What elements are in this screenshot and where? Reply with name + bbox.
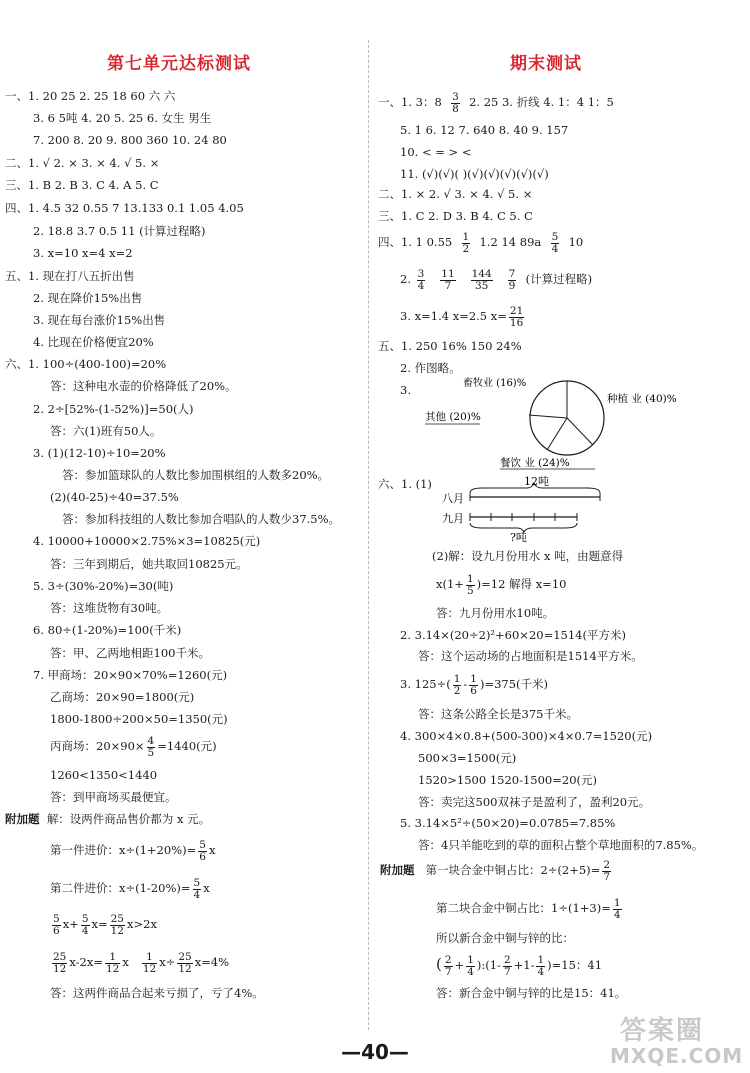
fraction-numerator: 1 [470, 672, 477, 685]
answer-line: 1520>1500 1520-1500=20(元) [418, 773, 597, 787]
answer-line: 答：三年到期后，她共取回10825元。 [50, 557, 248, 571]
left-title: 第七单元达标测试 [107, 54, 251, 74]
line-text: 第二块合金中铜占比：1÷(1+3)= [436, 901, 611, 915]
line-text: 一、1. 3：8 [378, 95, 442, 109]
fraction-numerator: 5 [199, 838, 206, 851]
fraction [466, 574, 475, 597]
fraction-numerator: 1 [613, 896, 621, 909]
answer-line: 一、1. 20 25 2. 25 18 60 六 六 [5, 89, 176, 103]
answer-line: (2)(40-25)÷40=37.5% [50, 490, 179, 504]
line-text: x>2x [127, 917, 157, 931]
fraction [193, 878, 202, 901]
fraction [536, 955, 545, 978]
fraction-denominator: 12 [142, 962, 157, 975]
answer-line: 4. 300×4×0.8+(500-300)×4×0.7=1520(元) [400, 729, 653, 743]
answer-line: 3. x=10 x=4 x=2 [33, 246, 133, 260]
pie-diagram [425, 370, 725, 475]
answer-line: 4. 10000+10000×2.75%×3=10825(元) [33, 534, 261, 548]
line-text: )=12 解得 x=10 [476, 577, 567, 591]
fraction-numerator: 1 [466, 572, 474, 585]
answer-line: 答：这两件商品合起来亏损了，亏了4%。 [50, 986, 264, 1000]
fraction [602, 860, 611, 883]
watermark [610, 1010, 745, 1070]
line-text: 2. 25 3. 折线 4. 1：4 1：5 [469, 95, 614, 109]
line-text: 第一块合金中铜占比：2÷(2+5)= [425, 863, 601, 877]
answer-line [378, 88, 614, 116]
answer-line: 五、1. 现在打八五折出售 [5, 269, 135, 283]
fraction-denominator: 7 [503, 965, 511, 978]
fraction-denominator: 5 [147, 746, 155, 759]
fraction-denominator: 2 [453, 684, 461, 697]
fraction-numerator: 3 [417, 267, 425, 280]
line-text: 第一件进价：x÷(1+20%)= [50, 843, 197, 857]
fraction-numerator: 2 [503, 953, 511, 966]
answer-line: 答：六(1)班有50人。 [50, 424, 162, 438]
fraction [462, 232, 471, 255]
answer-line: 3. 现在每台涨价15%出售 [33, 313, 166, 327]
answer-line [380, 856, 613, 884]
answer-line: 答：4只羊能吃到的草的面积占整个草地面积的7.85%。 [418, 838, 704, 852]
answer-line: 5. 3.14×5²÷(50×20)=0.0785=7.85% [400, 816, 616, 830]
fraction-denominator: 35 [474, 279, 489, 292]
fraction [81, 914, 90, 937]
fraction [417, 269, 426, 292]
answer-line: 三、1. C 2. D 3. B 4. C 5. C [378, 209, 533, 223]
answer-line: 5. 1 6. 12 7. 640 8. 40 9. 157 [400, 123, 569, 137]
answer-line: 答：卖完这500双袜子是盈利了，盈利20元。 [418, 795, 651, 809]
fraction-numerator: 7 [508, 267, 516, 280]
fraction-numerator: 21 [509, 304, 524, 317]
answer-line: 2. 18.8 3.7 0.5 11 (计算过程略) [33, 224, 206, 238]
brace [470, 483, 600, 493]
fraction-numerator: 2 [603, 858, 610, 871]
fraction-denominator: 16 [509, 316, 524, 329]
answer-line: 答：甲、乙两地相距100千米。 [50, 646, 210, 660]
line-text: x=4% [194, 955, 230, 969]
pie-label-other: 其他 (20)% [425, 411, 481, 423]
line-text: 解：设两件商品售价都为 x 元。 [46, 812, 211, 826]
answer-line: 三、1. B 2. B 3. C 4. A 5. C [5, 178, 159, 192]
line-text: x(1+ [436, 577, 464, 591]
fraction-denominator: 7 [444, 279, 452, 292]
fraction-denominator: 4 [417, 279, 425, 292]
line-text: =1440(元) [157, 739, 217, 753]
fraction [508, 269, 517, 292]
fraction [469, 674, 478, 697]
fraction-denominator: 4 [537, 965, 545, 978]
line-text: x-2x= [69, 955, 103, 969]
bonus-label: 附加题 [380, 863, 415, 877]
answer-line [50, 910, 157, 938]
pie-slice-edge [567, 418, 593, 445]
line-text: 3. x=1.4 x=2.5 x= [400, 309, 507, 323]
line-text: 丙商场：20×90× [50, 739, 145, 753]
fraction-denominator: 12 [105, 962, 120, 975]
fraction-numerator: 1 [142, 952, 157, 964]
fraction-numerator: 25 [110, 912, 124, 925]
fraction [509, 306, 524, 329]
fraction [451, 92, 460, 115]
pie-label-planting: 种植 业 (40)% [607, 393, 677, 405]
answer-line: 所以新合金中铜与锌的比： [436, 931, 574, 945]
line-text: x+ [62, 917, 79, 931]
line-text: )=15：41 [547, 958, 603, 972]
answer-line: 答：这条公路全长是375千米。 [418, 707, 578, 721]
answer-line: 二、1. × 2. √ 3. × 4. √ 5. × [378, 187, 533, 201]
line-text: )=375(千米) [479, 677, 549, 691]
fraction-denominator: 7 [444, 965, 452, 978]
fraction-numerator: 1 [537, 953, 545, 966]
answer-line: 答：到甲商场买最便宜。 [50, 790, 177, 804]
fraction-numerator: 2 [444, 953, 452, 966]
segment-diagram [432, 475, 612, 543]
line-text: x [122, 955, 129, 969]
answer-line [50, 948, 229, 976]
answer-line: 1800-1800÷200×50=1350(元) [50, 712, 228, 726]
answer-line [50, 836, 215, 864]
answer-line: 4. 比现在价格便宜20% [33, 335, 154, 349]
fraction-denominator: 4 [193, 888, 201, 901]
line-text: ):(1- [476, 958, 501, 972]
line-text: +1- [513, 958, 535, 972]
answer-line: 六、1. (1) [378, 477, 432, 491]
line-text: x= [91, 917, 108, 931]
answer-line [400, 302, 526, 330]
answer-line: 7. 200 8. 20 9. 800 360 10. 24 80 [33, 133, 227, 147]
segment-label-sep: 九月 [442, 512, 464, 525]
fraction-denominator: 4 [467, 965, 474, 978]
fraction-denominator: 6 [53, 924, 60, 937]
fraction [503, 955, 512, 978]
right-title: 期末测试 [510, 54, 582, 74]
answer-line: 2. 现在降价15%出售 [33, 291, 143, 305]
line-text: + [454, 958, 465, 972]
fraction-denominator: 6 [470, 684, 477, 697]
answer-line: 11. (√)(√)( )(√)(√)(√)(√)(√) [400, 167, 549, 181]
line-text: 第二件进价：x÷(1-20%)= [50, 881, 191, 895]
answer-line: 答：这个运动场的占地面积是1514平方米。 [418, 649, 643, 663]
fraction [177, 952, 192, 975]
fraction-denominator: 5 [466, 584, 474, 597]
fraction [613, 898, 622, 921]
fraction-numerator: 1 [453, 672, 461, 685]
fraction-numerator: 1 [462, 230, 470, 243]
segment-label-aug: 八月 [442, 492, 464, 505]
fraction-denominator: 6 [199, 850, 206, 863]
answer-line: 二、1. √ 2. × 3. × 4. √ 5. × [5, 156, 160, 170]
line-text: x÷ [159, 955, 176, 969]
answer-line: 答：九月份用水10吨。 [436, 606, 555, 620]
answer-line: 10. < = > < [400, 145, 472, 159]
pie-label-livestock: 畜牧业 (16)% [463, 378, 527, 389]
answer-line: 1260<1350<1440 [50, 768, 158, 782]
fraction [105, 952, 120, 975]
pie-label-catering: 餐饮 业 (24)% [500, 457, 570, 469]
fraction [440, 269, 455, 292]
line-text: (计算过程略) [525, 272, 593, 286]
fraction [147, 736, 156, 759]
fraction [110, 914, 125, 937]
answer-line: 6. 80÷(1-20%)=100(千米) [33, 623, 182, 637]
answer-line [50, 732, 217, 760]
fraction-numerator: 5 [551, 230, 559, 243]
answer-line: 答：参加篮球队的人数比参加围棋组的人数多20%。 [62, 468, 330, 482]
pie-slice-edge [529, 415, 567, 418]
answer-line [436, 570, 566, 598]
fraction-numerator: 144 [471, 267, 492, 280]
answer-line: 答：这种电水壶的价格降低了20%。 [50, 379, 237, 393]
line-text: 1.2 14 89a [479, 235, 542, 249]
answer-line: 答：参加科技组的人数比参加合唱队的人数少37.5%。 [62, 512, 341, 526]
answer-line: 500×3=1500(元) [418, 751, 517, 765]
answer-line [5, 811, 210, 827]
fraction-denominator: 12 [53, 962, 67, 975]
line-text: 3. 125÷( [400, 677, 451, 691]
answer-line: 六、1. 100÷(400-100)=20% [5, 357, 167, 371]
line-text: 四、1. 1 0.55 [378, 235, 453, 249]
fraction-numerator: 1 [105, 952, 120, 964]
watermark-line2: MXQE.COM [610, 1044, 744, 1068]
line-text: 10 [568, 235, 584, 249]
fraction [551, 232, 560, 255]
fraction [453, 674, 462, 697]
line-text: - [463, 677, 468, 691]
segment-unknown-label: ?吨 [510, 531, 527, 543]
fraction [198, 840, 207, 863]
answer-line: 乙商场：20×90=1800(元) [50, 690, 195, 704]
answer-line: 5. 3÷(30%-20%)=30(吨) [33, 579, 174, 593]
answer-line [400, 265, 592, 293]
pie-slice-edge [547, 418, 567, 450]
fraction-numerator: 25 [53, 950, 67, 963]
answer-line: 3. [400, 383, 411, 397]
fraction-denominator: 4 [551, 242, 559, 255]
fraction-numerator: 3 [452, 90, 459, 103]
fraction-denominator: 7 [603, 870, 610, 883]
answer-line [50, 874, 210, 902]
bonus-label: 附加题 [5, 812, 40, 826]
answer-line: 五、1. 250 16% 150 24% [378, 339, 522, 353]
fraction-numerator: 1 [467, 953, 474, 966]
fraction-numerator: 5 [193, 876, 201, 889]
column-divider [368, 40, 369, 1030]
line-text: 2. [400, 272, 411, 286]
fraction [466, 955, 475, 978]
answer-line: 3. 6 5吨 4. 20 5. 25 6. 女生 男生 [33, 111, 212, 125]
answer-line: 2. 2÷[52%-(1-52%)]=50(人) [33, 402, 194, 416]
fraction [444, 955, 453, 978]
fraction-numerator: 11 [441, 267, 455, 280]
answer-line [400, 670, 548, 698]
line-text: x [208, 843, 216, 857]
fraction [52, 952, 67, 975]
answer-line: (2)解：设九月份用水 x 吨，由题意得 [432, 549, 624, 563]
answer-line: 7. 甲商场：20×90×70%=1260(元) [33, 668, 228, 682]
fraction-numerator: 4 [147, 734, 155, 747]
fraction-denominator: 9 [508, 279, 516, 292]
answer-line [436, 950, 602, 979]
answer-line [436, 894, 624, 922]
answer-line: 3. (1)(12-10)÷10=20% [33, 446, 166, 460]
line-text: ( [436, 955, 442, 973]
fraction [52, 914, 61, 937]
watermark-line1: 答案圈 [620, 1016, 705, 1046]
fraction-denominator: 4 [613, 908, 621, 921]
segment-total-label: 12吨 [524, 475, 549, 488]
fraction-numerator: 25 [178, 950, 192, 963]
fraction-denominator: 4 [81, 924, 89, 937]
fraction-denominator: 8 [452, 102, 459, 115]
fraction-numerator: 5 [53, 912, 60, 925]
answer-line: 答：这堆货物有30吨。 [50, 601, 169, 615]
page-number: —40— [341, 1040, 409, 1064]
answer-line [378, 228, 583, 256]
answer-line: 答：新合金中铜与锌的比是15：41。 [436, 986, 627, 1000]
fraction-denominator: 2 [462, 242, 470, 255]
answer-line: 2. 作图略。 [400, 361, 461, 375]
fraction-denominator: 12 [110, 924, 124, 937]
fraction-denominator: 12 [178, 962, 192, 975]
fraction [142, 952, 157, 975]
fraction-numerator: 5 [81, 912, 89, 925]
answer-line: 2. 3.14×(20÷2)²+60×20=1514(平方米) [400, 628, 626, 642]
answer-line: 四、1. 4.5 32 0.55 7 13.133 0.1 1.05 4.05 [5, 201, 244, 215]
line-text: x [203, 881, 210, 895]
fraction [471, 269, 493, 292]
